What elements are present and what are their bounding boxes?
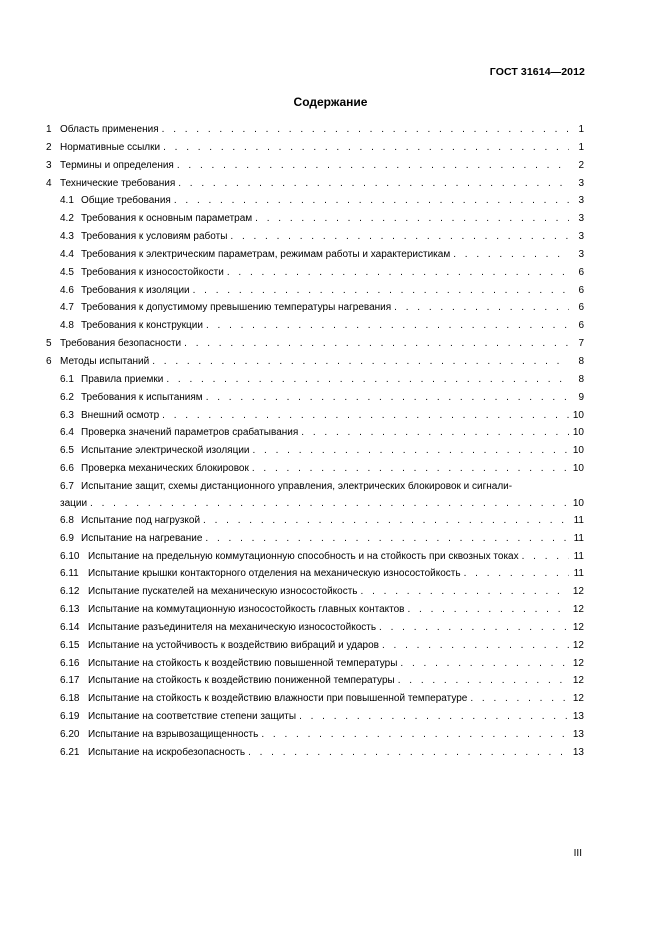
standard-number: ГОСТ 31614—2012 (489, 66, 585, 78)
toc-page-number: 8 (578, 373, 584, 385)
toc-entry[interactable] (46, 548, 584, 566)
toc-leader-dots (90, 495, 569, 512)
toc-entry[interactable] (46, 601, 584, 619)
toc-title: Испытание разъединителя на механическую износостойкость (88, 621, 377, 633)
toc-number: 6.10 (60, 550, 80, 562)
toc-entry[interactable] (46, 565, 584, 583)
toc-title: Требования к изоляции (81, 284, 190, 296)
toc-number: 4.7 (60, 302, 74, 314)
toc-page-number: 13 (572, 729, 584, 740)
toc-title: Испытание под нагрузкой (81, 514, 201, 526)
toc-title: Испытание на соответствие степени защиты (88, 711, 297, 723)
toc-page-number: 10 (572, 409, 584, 421)
toc-page-number: 9 (578, 391, 584, 403)
toc-entry[interactable] (46, 282, 584, 300)
toc-title: Испытание на стойкость к воздействию влажности при повышенной температуре (88, 693, 468, 705)
toc-title: Внешний осмотр (81, 409, 160, 421)
toc-leader-dots (464, 565, 569, 583)
toc-title: Испытание крышки контакторного отделения на механическую износостойкость (88, 568, 461, 580)
toc-entry[interactable] (46, 478, 584, 512)
toc-title: Требования к износостойкости (81, 266, 224, 278)
toc-title: Испытание на взрывозащищенность (88, 729, 259, 740)
toc-number: 6.5 (60, 445, 74, 457)
toc-number: 4.3 (60, 231, 74, 243)
toc-page-number: 8 (578, 355, 584, 367)
toc-entry[interactable] (46, 655, 584, 673)
toc-leader-dots (227, 264, 569, 282)
toc-number: 6 (46, 355, 52, 367)
toc-number: 4.6 (60, 284, 74, 296)
toc-leader-dots (205, 530, 569, 548)
toc-entry[interactable] (46, 583, 584, 601)
toc-title: Испытание электрической изоляции (81, 445, 250, 457)
toc-page-number: 6 (578, 302, 584, 314)
toc-entry[interactable] (46, 744, 584, 762)
toc-title-continuation: зации (60, 497, 88, 509)
toc-page-number: 12 (572, 639, 584, 651)
toc-title: Испытание на стойкость к воздействию пониженной температуры (88, 675, 395, 687)
toc-page-number: 6 (578, 320, 584, 332)
toc-entry[interactable] (46, 442, 584, 460)
toc-entry[interactable] (46, 299, 584, 317)
toc-title: Нормативные ссылки (60, 141, 161, 153)
toc-entry[interactable] (46, 121, 584, 139)
toc-title: Термины и определения (60, 159, 174, 171)
toc-leader-dots (230, 228, 569, 246)
toc-page-number: 10 (572, 497, 584, 509)
toc-page-number: 6 (578, 266, 584, 278)
toc-title: Испытание на нагревание (81, 532, 203, 544)
toc-page-number: 3 (578, 213, 584, 225)
toc-title: Правила приемки (81, 373, 164, 385)
toc-number: 4.2 (60, 213, 74, 225)
table-of-contents (46, 121, 584, 762)
toc-page-number: 13 (572, 711, 584, 723)
toc-entry[interactable] (46, 389, 584, 407)
toc-number: 3 (46, 159, 52, 171)
page-title: Содержание (293, 95, 368, 109)
toc-entry[interactable] (46, 407, 584, 425)
toc-leader-dots (206, 389, 569, 407)
toc-entry[interactable] (46, 335, 584, 353)
toc-leader-dots (407, 601, 569, 619)
toc-leader-dots (203, 512, 569, 530)
toc-title: Технические требования (60, 177, 176, 189)
toc-page-number: 12 (572, 621, 584, 633)
toc-title: Требования к конструкции (81, 320, 203, 332)
toc-entry[interactable] (46, 726, 584, 744)
page-folio: III (573, 848, 582, 859)
toc-page-number: 13 (572, 746, 584, 758)
toc-leader-dots (470, 690, 569, 708)
toc-number: 6.2 (60, 391, 74, 403)
toc-entry[interactable] (46, 228, 584, 246)
toc-page-number: 3 (578, 195, 584, 207)
toc-page-number: 2 (578, 159, 584, 171)
toc-entry[interactable] (46, 690, 584, 708)
toc-leader-dots (361, 583, 569, 601)
toc-number: 6.4 (60, 427, 74, 439)
toc-number: 6.16 (60, 657, 80, 669)
toc-entry[interactable] (46, 637, 584, 655)
toc-entry[interactable] (46, 530, 584, 548)
toc-page-number: 10 (572, 445, 584, 457)
toc-title: Требования к электрическим параметрам, режимам работы и характеристикам (81, 248, 451, 260)
toc-entry[interactable] (46, 708, 584, 726)
toc-entry[interactable] (46, 246, 584, 264)
toc-entry[interactable] (46, 371, 584, 389)
toc-title: Область применения (60, 124, 159, 135)
toc-title: Требования к основным параметрам (81, 213, 253, 225)
toc-page-number: 3 (578, 248, 584, 260)
toc-page-number: 3 (578, 231, 584, 243)
toc-leader-dots (453, 246, 569, 264)
toc-number: 6.14 (60, 621, 80, 633)
toc-leader-dots (252, 460, 569, 478)
toc-leader-dots (255, 210, 569, 228)
toc-number: 6.8 (60, 514, 74, 526)
toc-page-number: 1 (578, 141, 584, 153)
toc-leader-dots (299, 708, 569, 726)
toc-leader-dots (152, 353, 569, 371)
toc-leader-dots (382, 637, 569, 655)
toc-leader-dots (174, 192, 569, 210)
toc-title: Испытание на стойкость к воздействию повышенной температуры (88, 657, 398, 669)
toc-leader-dots (162, 121, 569, 139)
toc-number: 1 (46, 124, 52, 135)
toc-title: Требования к условиям работы (81, 231, 228, 243)
toc-page-number: 1 (578, 124, 584, 135)
toc-leader-dots (400, 655, 569, 673)
toc-entry[interactable] (46, 317, 584, 335)
toc-page-number: 3 (578, 177, 584, 189)
toc-page-number: 12 (572, 693, 584, 705)
toc-number: 6.19 (60, 711, 80, 723)
toc-number: 4.5 (60, 266, 74, 278)
toc-number: 6.20 (60, 729, 80, 740)
toc-number: 4 (46, 177, 52, 189)
toc-leader-dots (184, 335, 569, 353)
toc-entry[interactable] (46, 139, 584, 157)
toc-page-number: 11 (573, 568, 584, 580)
toc-page-number: 11 (573, 514, 584, 526)
toc-leader-dots (166, 371, 569, 389)
toc-leader-dots (177, 157, 569, 175)
toc-entry[interactable] (46, 460, 584, 478)
toc-leader-dots (261, 726, 569, 744)
toc-number: 4.8 (60, 320, 74, 332)
toc-leader-dots (398, 672, 569, 690)
toc-title: Требования к испытаниям (81, 391, 203, 403)
toc-title: Испытание на коммутационную износостойкость главных контактов (88, 604, 405, 616)
toc-entry[interactable] (46, 672, 584, 690)
toc-number: 6.3 (60, 409, 74, 421)
toc-page-number: 12 (572, 657, 584, 669)
toc-leader-dots (379, 619, 569, 637)
toc-title: Проверка механических блокировок (81, 463, 249, 475)
toc-number: 6.1 (60, 373, 74, 385)
toc-number: 6.9 (60, 532, 74, 544)
toc-leader-dots (162, 407, 569, 425)
toc-entry[interactable] (46, 264, 584, 282)
toc-entry[interactable] (46, 512, 584, 530)
toc-number: 6.15 (60, 639, 80, 651)
toc-number: 4.1 (60, 195, 74, 207)
toc-number: 6.12 (60, 586, 80, 598)
toc-page-number: 10 (572, 427, 584, 439)
toc-page-number: 7 (578, 338, 584, 350)
toc-number: 2 (46, 141, 52, 153)
toc-page-number: 12 (572, 586, 584, 598)
toc-page-number: 11 (573, 532, 584, 544)
toc-number: 4.4 (60, 248, 74, 260)
toc-number: 5 (46, 338, 52, 350)
toc-leader-dots (178, 175, 569, 193)
toc-title: Общие требования (81, 195, 171, 207)
toc-number: 6.7 (60, 480, 74, 492)
toc-leader-dots (301, 424, 569, 442)
toc-title: Требования к допустимому превышению температуры нагревания (81, 302, 392, 314)
toc-entry[interactable] (46, 175, 584, 193)
toc-leader-dots (253, 442, 570, 460)
toc-title: Испытание на устойчивость к воздействию вибраций и ударов (88, 639, 379, 651)
toc-number: 6.17 (60, 675, 80, 687)
toc-entry[interactable] (46, 353, 584, 371)
toc-title: Проверка значений параметров срабатывания (81, 427, 299, 439)
toc-title: Методы испытаний (60, 355, 150, 367)
toc-page-number: 11 (573, 550, 584, 562)
toc-leader-dots (522, 548, 569, 566)
toc-title: Испытание защит, схемы дистанционного управления, электрических блокировок и сигнали- (81, 480, 513, 492)
toc-title: Испытание пускателей на механическую износостойкость (88, 586, 358, 598)
toc-number: 6.18 (60, 693, 80, 705)
toc-leader-dots (163, 139, 569, 157)
toc-page-number: 12 (572, 604, 584, 616)
toc-entry[interactable] (46, 192, 584, 210)
toc-number: 6.13 (60, 604, 80, 616)
toc-entry[interactable] (46, 157, 584, 175)
toc-entry[interactable] (46, 619, 584, 637)
toc-leader-dots (248, 744, 569, 762)
toc-title: Испытание на предельную коммутационную способность и на стойкость при сквозных токах (88, 550, 519, 562)
toc-title: Требования безопасности (60, 338, 182, 350)
toc-page-number: 6 (578, 284, 584, 296)
toc-page-number: 12 (572, 675, 584, 687)
toc-leader-dots (394, 299, 569, 317)
toc-leader-dots (206, 317, 569, 335)
toc-entry[interactable] (46, 424, 584, 442)
toc-number: 6.11 (60, 568, 79, 580)
toc-page-number: 10 (572, 463, 584, 475)
toc-leader-dots (193, 282, 569, 300)
toc-entry[interactable] (46, 210, 584, 228)
toc-number: 6.6 (60, 463, 74, 475)
toc-number: 6.21 (60, 746, 80, 758)
toc-title: Испытание на искробезопасность (88, 746, 246, 758)
